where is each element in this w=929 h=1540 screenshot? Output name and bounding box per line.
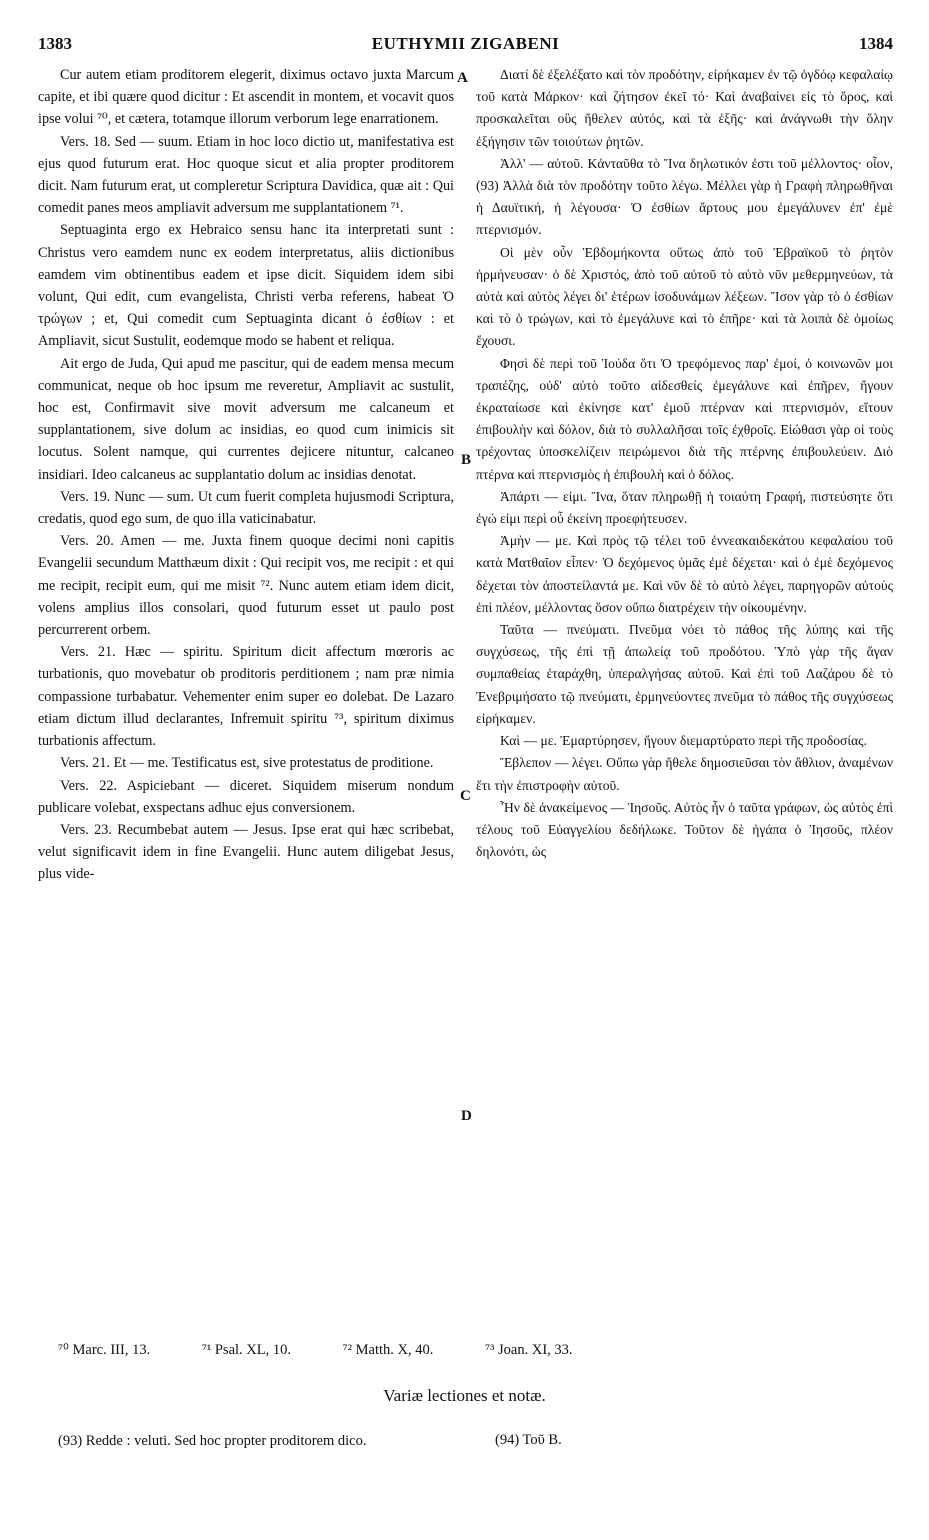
note-93: (93) Redde : veluti. Sed hoc propter proditorem dico. bbox=[58, 1433, 367, 1449]
greek-paragraph: Φησὶ δὲ περὶ τοῦ Ἰούδα ὅτι Ὁ τρεφόμενος παρ' ἐμοί, ὁ κοινωνῶν μοι τραπέζης, οὐδ' αὐτὸ τοῦτο αἰδεσθείς ἐμεγάλυνε καὶ ἐπῆρεν, ἤγουν ἐκραταίωσε καὶ ἐκίνησε κατ' ἐμοῦ πτέρναν καὶ πτερνισμόν, εἴτουν ἐπιβουλὴν καὶ δόλον, διὰ τὸ συλλαλῆσαι τοῖς ἐχθροῖς. Εἰώθασι γὰρ οἱ τοὺς τρέχοντας ὑποσκελίζειν πειρώμενοι διὰ τῆς πτέρνης ἐπιβουλεύειν. Διὸ πτέρνα καὶ πτερνισμὸς ἡ ἐπιβουλὴ καὶ ὁ δόλος. bbox=[476, 355, 893, 482]
note-94: (94) Τοῦ B. bbox=[495, 1432, 562, 1448]
latin-paragraph: Septuaginta ergo ex Hebraico sensu hanc ita interpretati sunt : Christus vero eamdem nunc ex eodem interpretatus, aliis dictionibus eamdem vim obtinentibus eadem et ipse dicit. Siquidem idem sibi volunt, Qui edit, cum evangelista, Christi verba referens, habeat Ὁ τρώγων ; et, Qui comedit cum Septuaginta dicant ὁ ἐσθίων : et Ampliavit, sicut Sustulit, eodemque modo se habent et reliqua. bbox=[38, 222, 454, 350]
greek-paragraph: Ταῦτα — πνεύματι. Πνεῦμα νόει τὸ πάθος τῆς λύπης καὶ τῆς συγχύσεως, τῆς ἐπὶ τῇ ἀπωλείᾳ τοῦ προδότου. Ὑπὸ γὰρ τῆς ἄγαν συμπαθείας ἐταράχθη, ὑπεραλγήσας αὐτοῦ. Καὶ ἐπὶ τοῦ Λαζάρου δὲ τὸ Ἐνεβριμήσατο τῷ πνεύματι, ἑρμηνεύοντες πνεῦμα τὸ πάθος τῆς συγχύσεως εἰρήκαμεν. bbox=[476, 622, 893, 726]
latin-paragraph: Vers. 20. Amen — me. Juxta finem quoque decimi noni capitis Evangelii secundum Matthæum dixit : Qui recipit vos, me recipit : et qui me recipit, recipit eum, qui me misit ⁷². Nunc autem etiam idem dicit, volens amplius illos consolari, quod futurum esset ut paulo post percurrerent orbem. bbox=[38, 533, 454, 639]
latin-paragraph: Vers. 22. Aspiciebant — diceret. Siquidem miserum nondum publicare volebat, exspectans adhuc ejus conversionem. bbox=[38, 777, 454, 816]
latin-paragraph: Vers. 19. Nunc — sum. Ut cum fuerit completa hujusmodi Scriptura, credatis, quod ego sum, de quo illa vaticinabatur. bbox=[38, 488, 454, 528]
footnote: ⁷¹ Psal. XL, 10. bbox=[201, 1342, 291, 1358]
latin-paragraph: Vers. 23. Recumbebat autem — Jesus. Ipse erat qui hæc scribebat, velut significavit idem in fine Evangelii. Hunc autem diligebat Jesus, plus vide- bbox=[38, 821, 454, 883]
left-page-number: 1383 bbox=[38, 34, 72, 53]
page-header bbox=[38, 34, 893, 56]
latin-paragraph: Ait ergo de Juda, Qui apud me pascitur, qui de eadem mensa mecum communicat, neque ob hoc ipsum me reveretur, Ampliavit ac sustulit, hoc est, Confirmavit sive movit adversum me calcaneum et supplantationem, sive dolum ac insidias, eo quod cum inimicis sit locutus. Solent namque, qui currentes dejicere nituntur, calcaneo insidiari. Ideo calcaneus ac supplantatio dolum ac insidias denotat. bbox=[38, 355, 454, 483]
greek-column bbox=[476, 64, 893, 863]
footnotes bbox=[58, 1342, 893, 1359]
greek-paragraph: Ἔβλεπον — λέγει. Οὔπω γὰρ ἤθελε δημοσιεῦσαι τὸν ἄθλιον, ἀναμένων ἔτι τὴν ἐπιστροφὴν αὐτοῦ. bbox=[476, 755, 893, 793]
latin-paragraph: Cur autem etiam proditorem elegerit, diximus octavo juxta Marcum capite, et ibi quære quod dicitur : Et ascendit in montem, et vocavit quos ipse volui ⁷⁰, et cætera, totamque illorum verborum lege enarrationem. bbox=[38, 67, 454, 128]
greek-paragraph: Ἀλλ' — αὐτοῦ. Κἀνταῦθα τὸ Ἵνα δηλωτικόν ἐστι τοῦ μέλλοντος· οἷον, (93) Ἀλλὰ διὰ τὸν προδότην τοῦτο λέγω. Μέλλει γὰρ ἡ Γραφὴ πληρωθῆναι ἡ Δαυϊτική, ἡ λέγουσα· Ὁ ἐσθίων ἄρτους μου ἐμεγάλυνεν ἐπ' ἐμὲ πτερνισμόν. bbox=[476, 155, 893, 238]
footnote: ⁷³ Joan. XI, 33. bbox=[485, 1342, 573, 1358]
margin-marker-b: B bbox=[461, 452, 472, 468]
greek-paragraph: Οἱ μὲν οὖν Ἑβδομήκοντα οὕτως ἀπὸ τοῦ Ἑβραϊκοῦ τὸ ῥητὸν ἡρμήνευσαν· ὁ δὲ Χριστός, ἀπὸ τοῦ αὐτοῦ τὸ αὐτὸ νῦν μεθερμηνεύων, τὰ αὐτὰ καὶ αὐτὸς λέγει δι' ἑτέρων ἰσοδυνάμων λέξεων. Ἴσον γὰρ τὸ ὁ ἐσθίων καὶ τὸ ὁ τρώγων, καὶ τὸ ἐμεγάλυνε καὶ τὸ ἐπῆρε· καὶ τὰ λοιπὰ δὲ ὁμοίως ἔχουσι. bbox=[476, 244, 893, 349]
latin-paragraph: Vers. 21. Et — me. Testificatus est, sive protestatus de proditione. bbox=[60, 755, 434, 772]
greek-paragraph: Καὶ — με. Ἐμαρτύρησεν, ἤγουν διεμαρτύρατο περὶ τῆς προδοσίας. bbox=[500, 733, 867, 749]
margin-marker-c: C bbox=[460, 788, 471, 804]
footnote: ⁷⁰ Marc. III, 13. bbox=[58, 1342, 151, 1358]
margin-marker-a: A bbox=[457, 70, 468, 86]
greek-paragraph: Ἀμὴν — με. Καὶ πρὸς τῷ τέλει τοῦ ἐννεακαιδεκάτου κεφαλαίου τοῦ κατὰ Ματθαῖον εἶπεν· Ὁ δεχόμενος ὑμᾶς ἐμὲ δέχεται· καὶ ὁ ἐμὲ δεχόμενος δέχεται τὸν ἀποστείλαντά με. Καὶ νῦν δὲ τὸ αὐτὸ λέγει, παρηγορῶν αὐτοὺς ἐπὶ πλέον, μέλλοντας ὅσον οὔπω διατρέχειν τὴν οἰκουμένην. bbox=[476, 533, 893, 615]
variae-heading: Variæ lectiones et notæ. bbox=[383, 1386, 546, 1405]
latin-paragraph: Vers. 18. Sed — suum. Etiam in hoc loco dictio ut, manifestativa est ejus quod futurum erat. Hoc quoque sicut et alia propter proditorem dicit. Nam futurum erat, ut compleretur Scriptura Davidica, quæ ait : Qui comedit panes meos ampliavit adversum me supplantationem ⁷¹. bbox=[38, 133, 454, 217]
greek-paragraph: Διατί δὲ ἐξελέξατο καὶ τὸν προδότην, εἰρήκαμεν ἐν τῷ ὀγδόῳ κεφαλαίῳ τοῦ κατὰ Μάρκον· καὶ ζήτησον ἐκεῖ τό· Καὶ ἀναβαίνει εἰς τὸ ὄρος, καὶ προσκαλεῖται οὓς ἤθελεν αὐτός, καὶ τὰ ἑξῆς· καὶ ἀνάγνωθι τὴν ὅλην ἐξήγησιν τῶν τοιούτων ῥητῶν. bbox=[476, 67, 893, 149]
margin-marker-d: D bbox=[461, 1108, 472, 1124]
greek-paragraph: Ἦν δὲ ἀνακείμενος — Ἰησοῦς. Αὐτὸς ἦν ὁ ταῦτα γράφων, ὡς αὐτὸς ἐπὶ τέλους τοῦ Εὐαγγελίου δεδήλωκε. Τοῦτον δὲ ἠγάπα ὁ Ἰησοῦς, πλέον δηλονότι, ὡς bbox=[476, 799, 893, 860]
latin-paragraph: Vers. 21. Hæc — spiritu. Spiritum dicit affectum mœroris ac turbationis, quo movebatur ob proditoris perditionem ; nam præ nimia compassione turbabatur. Vehementer enim super eo dolebat. De Lazaro etiam dictum illud declarantes, Infremuit spiritu ⁷³, spiritum diximus turbationis affectum. bbox=[38, 644, 454, 750]
footnote: ⁷² Matth. X, 40. bbox=[342, 1342, 434, 1358]
running-title: EUTHYMII ZIGABENI bbox=[371, 34, 560, 53]
greek-paragraph: Ἀπάρτι — εἰμι. Ἵνα, ὅταν πληρωθῇ ἡ τοιαύτη Γραφή, πιστεύσητε ὅτι ἐγώ εἰμι περὶ οὗ ἐκείνη προεφήτευσεν. bbox=[476, 488, 893, 527]
latin-column bbox=[38, 64, 454, 886]
right-page-number: 1384 bbox=[859, 34, 893, 53]
